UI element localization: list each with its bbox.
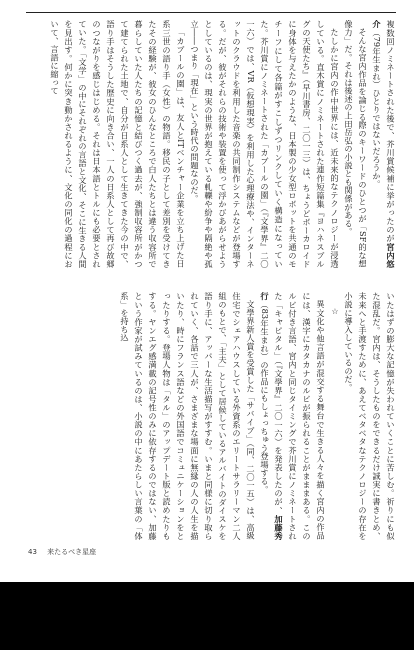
top-rule	[26, 12, 396, 13]
author-name: 宮内悠介	[372, 20, 396, 268]
author-name: 加藤秀行	[260, 292, 284, 540]
page-footer	[28, 547, 96, 557]
body-paragraph	[118, 292, 258, 540]
text-segment: （83年生まれ）の作品にもしょっちゅう登場する。	[260, 300, 270, 494]
text-segment: そんな宮内作品を論じる際のキーワードのひとつが「SF的な想像力」だ。それは後述の上田岳弘の小説とも関係がある。	[344, 20, 368, 268]
text-segment: 複数回ノミネートされた後で、芥川賞候補に挙がったのが	[386, 20, 396, 243]
lower-text-block	[14, 292, 398, 540]
section-break-star: ☆	[330, 306, 340, 317]
text-segment: いたはずの膨大な記憶が失われていくことに苦しむ。祈りにも似た混乱だ。宮内は、そうしたものをできるだけ誠実に書きとめ、未来へと手渡すために、あえてベタベタなテクノロジーの存在を小説に導入しているのだ。	[344, 292, 396, 540]
below-page-area	[0, 582, 414, 650]
page-number: 43	[28, 548, 37, 556]
text-segment: たしかに宮内の作中世界には、近未来的なテクノロジーが浸透している。直木賞にノミネートされた連作短篇集『ヨハネスブルグの天使たち』（早川書房、二〇一三）は、ちょうどボーカロイドに身体を与えたかのような、日本製の少女型ロボットを共通のモチーフにして各篇がすこしずつリンクしていく構造になっていた。芥川賞にノミネートされた「カブールの園」（『文學界』二〇一六）では、VR（仮想現実）を利用した心理療法や、インターネットのクラウドを利用した音楽の共同制作システムなどが登場する。だが、彼がそれらの技術や装置を使って浮かびあがらせようとしているのは、現実の世界が抱えている軋轢や紛争や隔絶や孤立――つまり「現在」という時代の問題なのだ。	[190, 20, 340, 268]
text-segment: （79年生まれ）ひとりではないだろうか。	[372, 28, 382, 189]
body-paragraph	[370, 20, 398, 268]
upper-text-block	[14, 20, 398, 268]
running-title: 来たるべき星座	[47, 548, 97, 556]
body-paragraph	[258, 292, 328, 540]
body-paragraph	[342, 20, 370, 268]
text-segment: 文學界新人賞を受賞した「サバイブ」（同、二〇一五）は、高級住宅でシェアハウスしている外資系のエリートサラリーマン二人組のもとで、「主夫」として居候しているアルバイトのダイスケを語り手に、アッパーな生活描写がすすむ。いまと同様に切り取られていく、各話で三人が、さまざまな場面に無縁の人の人生を描いたり、時にフランス語などの外国語でコミュニケーションをとったりする。登場人物は「タル」のアップデート版と読めたりもする。ヤンエグ感満載の記号性のみに依存するのではない、加藤という作家が試みているのは、小説の中にあたらしい言葉の「体系」を持ち込	[120, 292, 256, 540]
body-paragraph	[188, 20, 342, 268]
text-segment: 異文化や他言語が混交する舞台で生きる人々を描く宮内の作品には、漢字にカタカナのルビが振られることがまままある。このルビ付き言語、宮内と同じタイミングで芥川賞にノミネートされた「キャピタル」（『文學界』二〇一六）を発表したのが、	[274, 292, 326, 540]
body-paragraph	[48, 20, 188, 268]
body-paragraph	[342, 292, 398, 540]
text-segment: 「カブールの園」は、友人とITベンチャー企業を立ち上げた日系三世の語り手（女性）の物語。移民の子として差別を受けてきたその経験が、彼女のひんなところで白人たちとは違う収容所で暮らしていた人たちの記憶と結びつく過去が、強制収容所がかつて建てられた土地で、自分が日系人として生きてきた今の中で、語り手はそうした歴史に向き合い、一人の日系人として再び故郷のつながりを感じはじめる。それは日本語とトルにも必要とされていた。「文学」の中にそれぞれの言語と文化、そこに生きる人間を見出す。何かに突き動かされるように、文化の同化の過程において、言語に縮って	[50, 20, 186, 268]
